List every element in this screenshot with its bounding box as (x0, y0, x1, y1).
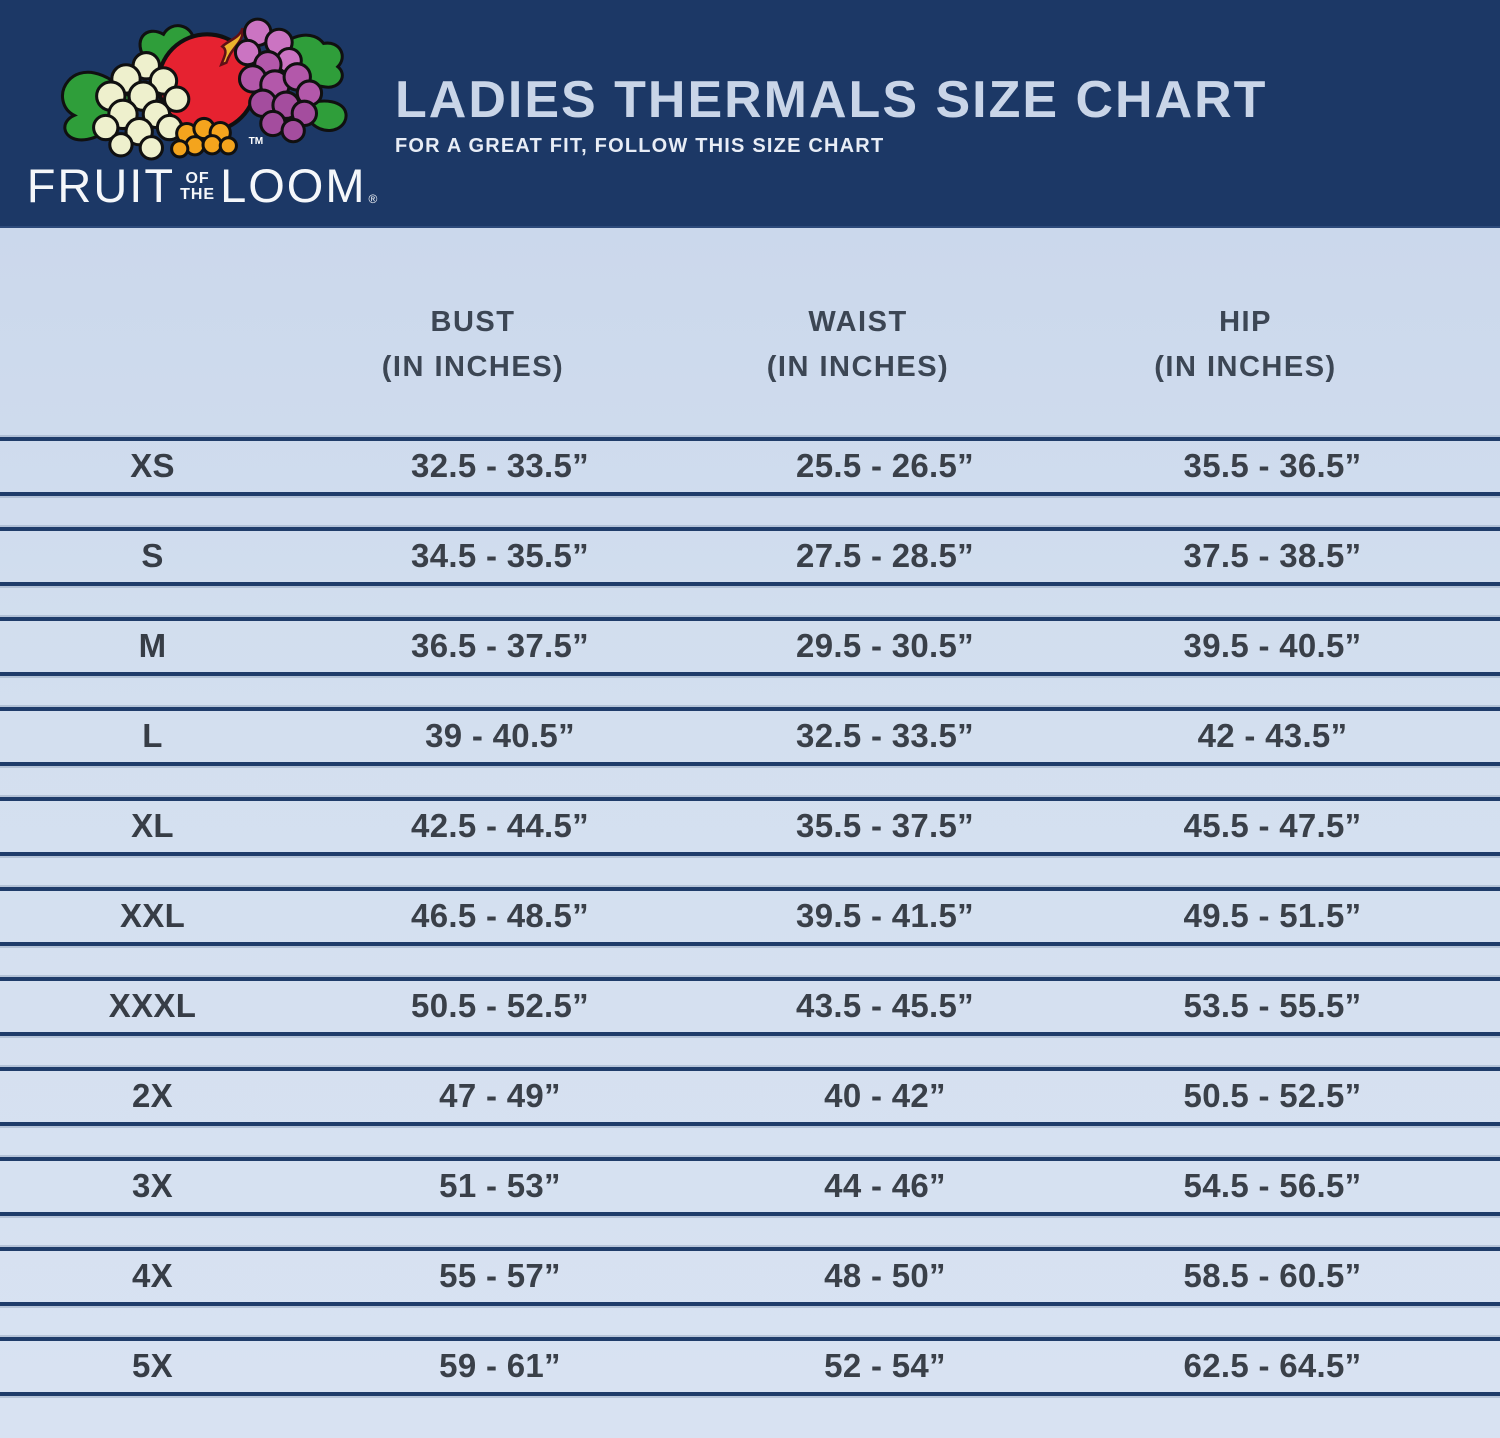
hip-cell: 49.5 - 51.5” (1183, 897, 1362, 935)
column-header-waist: WAIST (IN INCHES) (766, 306, 950, 383)
hip-cell: 53.5 - 55.5” (1183, 987, 1362, 1025)
table-row (0, 1337, 1500, 1396)
bust-cell: 39 - 40.5” (425, 717, 575, 755)
size-cell: XS (130, 447, 175, 485)
bust-cell: 50.5 - 52.5” (411, 987, 589, 1025)
fruit-of-the-loom-logo (26, 10, 378, 212)
table-row (0, 887, 1500, 946)
bust-cell: 59 - 61” (439, 1347, 561, 1385)
logo-wordmark (26, 159, 378, 212)
waist-cell: 32.5 - 33.5” (796, 717, 974, 755)
size-cell: L (142, 717, 163, 755)
logo-word-loom: LOOM (220, 159, 367, 212)
waist-cell: 25.5 - 26.5” (796, 447, 974, 485)
size-table (0, 437, 1500, 1396)
waist-cell: 52 - 54” (824, 1347, 946, 1385)
column-header-size-spacer (0, 300, 278, 390)
trademark-label: TM (248, 135, 264, 147)
size-cell: 3X (132, 1167, 173, 1205)
table-row (0, 617, 1500, 676)
bust-cell: 36.5 - 37.5” (411, 627, 589, 665)
waist-cell: 44 - 46” (824, 1167, 946, 1205)
column-header-hip: HIP (IN INCHES) (1154, 306, 1337, 383)
waist-cell: 27.5 - 28.5” (796, 537, 974, 575)
registered-mark: ® (368, 192, 378, 207)
waist-cell: 40 - 42” (824, 1077, 946, 1115)
table-row (0, 977, 1500, 1036)
logo-word-fruit: FRUIT (26, 159, 176, 212)
table-row (0, 797, 1500, 856)
table-row (0, 1247, 1500, 1306)
table-row (0, 437, 1500, 496)
hip-cell: 45.5 - 47.5” (1183, 807, 1362, 845)
hip-cell: 50.5 - 52.5” (1183, 1077, 1362, 1115)
table-row (0, 1067, 1500, 1126)
size-cell: XXL (119, 897, 186, 935)
hip-cell: 37.5 - 38.5” (1183, 537, 1362, 575)
waist-cell: 48 - 50” (824, 1257, 946, 1295)
bust-cell: 51 - 53” (439, 1167, 561, 1205)
hip-cell: 62.5 - 64.5” (1183, 1347, 1362, 1385)
size-cell: S (141, 537, 164, 575)
table-row (0, 707, 1500, 766)
table-row (0, 1157, 1500, 1216)
logo-word-of-the: OF THE (180, 169, 216, 204)
waist-cell: 35.5 - 37.5” (796, 807, 974, 845)
fruit-logo-icon (47, 10, 357, 162)
bust-cell: 55 - 57” (439, 1257, 561, 1295)
waist-cell: 29.5 - 30.5” (796, 627, 974, 665)
hip-cell: 35.5 - 36.5” (1183, 447, 1362, 485)
header-banner (0, 0, 1500, 228)
column-header-bust: BUST (IN INCHES) (381, 306, 565, 383)
column-headers (0, 228, 1473, 390)
size-cell: 4X (132, 1257, 173, 1295)
page-title: LADIES THERMALS SIZE CHART (395, 71, 1268, 129)
waist-cell: 43.5 - 45.5” (796, 987, 974, 1025)
waist-cell: 39.5 - 41.5” (796, 897, 974, 935)
page-subtitle: FOR A GREAT FIT, FOLLOW THIS SIZE CHART (395, 135, 885, 157)
size-cell: XXXL (108, 987, 197, 1025)
bust-cell: 34.5 - 35.5” (411, 537, 589, 575)
table-row (0, 527, 1500, 586)
size-cell: 2X (132, 1077, 173, 1115)
bust-cell: 42.5 - 44.5” (411, 807, 589, 845)
size-cell: 5X (132, 1347, 173, 1385)
hip-cell: 54.5 - 56.5” (1183, 1167, 1362, 1205)
bust-cell: 32.5 - 33.5” (411, 447, 589, 485)
hip-cell: 39.5 - 40.5” (1183, 627, 1362, 665)
size-cell: M (138, 627, 167, 665)
bust-cell: 47 - 49” (439, 1077, 561, 1115)
hip-cell: 58.5 - 60.5” (1183, 1257, 1362, 1295)
hip-cell: 42 - 43.5” (1197, 717, 1348, 755)
size-chart (0, 228, 1500, 1438)
title-block (395, 71, 1268, 158)
bust-cell: 46.5 - 48.5” (411, 897, 589, 935)
size-cell: XL (131, 807, 174, 845)
currants-icon (172, 118, 237, 157)
